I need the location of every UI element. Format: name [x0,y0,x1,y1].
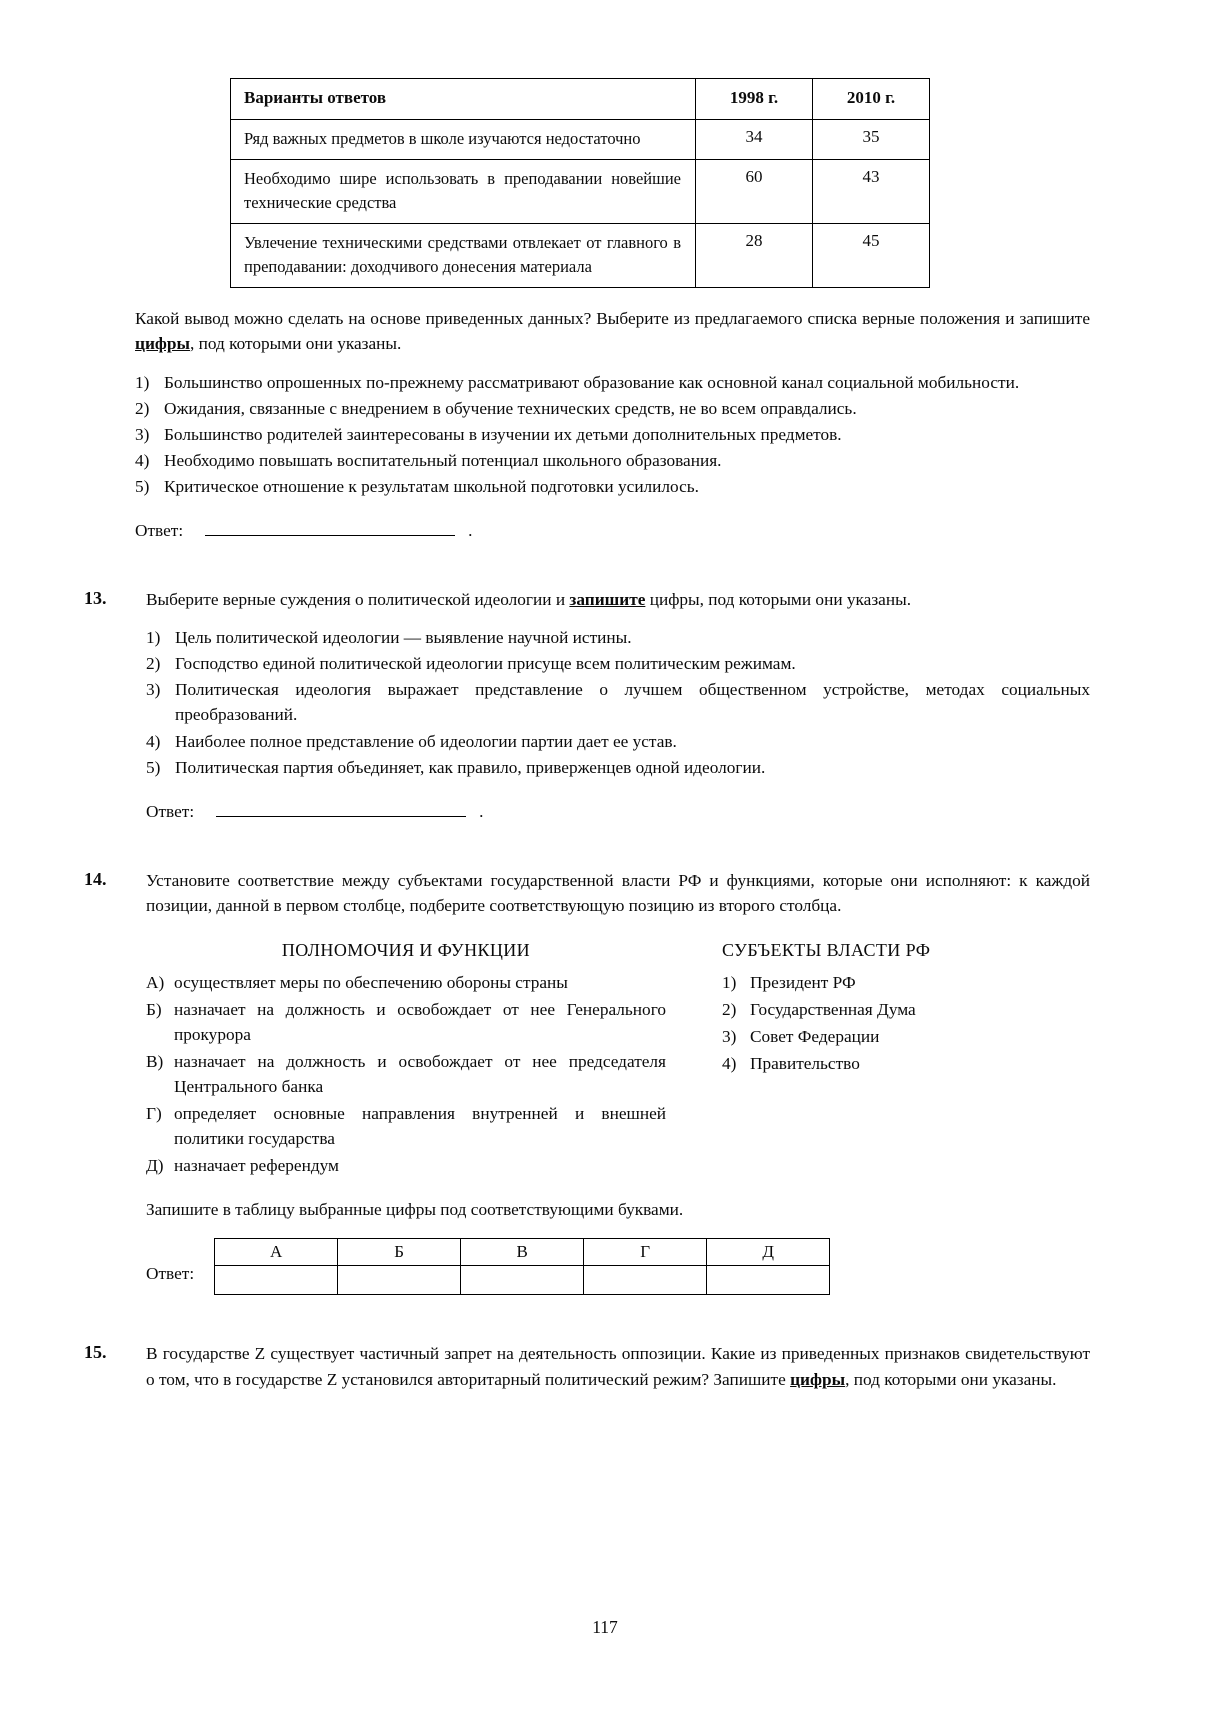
question-14-answer [146,1238,1090,1295]
match-text: определяет основные направления внутренней и внешней политики государства [174,1103,666,1148]
table-cell-1998: 60 [696,160,813,224]
q15-stem-emphasis: цифры [790,1369,846,1389]
q15-stem-part2: , под которыми они указаны. [845,1369,1057,1389]
match-text: назначает на должность и освобождает от нее председателя Центрального банка [174,1051,666,1096]
list-item [146,1050,666,1100]
list-item [146,755,1090,780]
table-cell-option: Ряд важных предметов в школе изучаются недостаточно [231,120,696,160]
list-item [135,396,1090,421]
list-item [135,474,1090,499]
option-text: Необходимо повышать воспитательный потенциал школьного образования. [164,450,722,470]
question-12-answer [135,521,1090,541]
q12-intro-emphasis: цифры [135,334,190,354]
question-13-answer [146,802,1090,822]
answer-input-line[interactable] [205,521,455,536]
list-item [146,971,666,996]
list-item [146,1102,666,1152]
q15-stem-part1: В государстве Z существует частичный запрет на деятельность оппозиции. Какие из приведенных признаков свидетельствуют о том, что в государстве Z установился авторитарный политический режим? Запишите [146,1344,1090,1389]
answer-grid-table[interactable] [214,1238,830,1295]
option-number: 2) [135,398,150,418]
list-item [722,1025,940,1050]
answer-label: Ответ: [135,521,184,540]
answer-label: Ответ: [146,801,195,821]
option-number: 1) [135,372,150,392]
q13-stem-emphasis: запишите [569,590,646,609]
match-text: Совет Федерации [750,1027,880,1047]
q13-stem-part1: Выберите верные суждения о политической идеологии и [146,590,570,609]
answer-grid-cell-d[interactable] [707,1266,830,1295]
option-text: Наиболее полное представление об идеологии партии дает ее устав. [175,731,677,751]
table-cell-2010: 35 [813,120,930,160]
answer-label: Ответ: [146,1263,195,1283]
list-item [146,729,1090,754]
table-row [231,160,930,224]
question-14-number: 14. [84,868,107,889]
match-key: Б) [146,1000,162,1020]
matching-right-column [722,940,940,1180]
question-13-number: 13. [84,588,107,608]
answer-grid-header-b: Б [338,1239,461,1266]
match-key: 4) [722,1053,737,1073]
question-14 [80,868,1090,1296]
page-number: 117 [592,1617,618,1637]
list-item [146,998,666,1048]
answer-grid-header-a: А [215,1239,338,1266]
match-key: 2) [722,1000,737,1020]
answer-grid-cell-b[interactable] [338,1266,461,1295]
list-item [146,651,1090,676]
q12-intro-part1: Какой вывод можно сделать на основе приведенных данных? Выберите из предлагаемого списка верные положения и запишите [135,309,1090,329]
match-key: В) [146,1051,164,1071]
match-key: 1) [722,973,737,993]
poll-results-table [230,78,930,288]
answer-grid-header-d: Д [707,1239,830,1266]
matching-columns [146,940,1090,1180]
list-item [722,1052,940,1077]
option-number: 2) [146,654,161,674]
match-text: Правительство [750,1053,860,1073]
table-cell-1998: 34 [696,120,813,160]
answer-grid-header-v: В [461,1239,584,1266]
option-text: Ожидания, связанные с внедрением в обучение технических средств, не во всем оправдались. [164,398,857,418]
answer-grid-header-g: Г [584,1239,707,1266]
match-text: назначает на должность и освобождает от нее Генерального прокурора [174,1000,666,1045]
list-item [146,625,1090,650]
table-header-row [231,79,930,120]
list-item [135,422,1090,447]
answer-period: . [468,521,473,540]
question-15-stem [146,1341,1090,1392]
option-text: Политическая партия объединяет, как правило, приверженцев одной идеологии. [175,757,766,777]
matching-right-heading: СУБЪЕКТЫ ВЛАСТИ РФ [722,940,931,961]
match-text: Государственная Дума [750,1000,916,1020]
table-row [231,120,930,160]
option-text: Цель политической идеологии — выявление научной истины. [175,628,632,648]
question-15-number: 15. [84,1342,107,1363]
match-text: назначает референдум [174,1155,339,1175]
answer-grid-input-row[interactable] [215,1266,830,1295]
table-cell-2010: 43 [813,160,930,224]
option-text: Большинство родителей заинтересованы в изучении их детьми дополнительных предметов. [164,424,842,444]
match-key: А) [146,973,165,993]
matching-left-column [146,940,666,1180]
option-number: 3) [135,424,150,444]
option-number: 4) [146,731,161,751]
option-number: 5) [146,757,161,777]
answer-grid-header-row [215,1239,830,1266]
list-item [135,370,1090,395]
answer-period: . [479,801,484,821]
option-number: 5) [135,476,150,496]
match-text: Президент РФ [750,973,856,993]
question-13 [80,587,1090,822]
question-13-stem [146,587,1090,612]
list-item [722,971,940,996]
table-header-1998: 1998 г. [696,79,813,120]
table-row [231,224,930,288]
match-key: Д) [146,1155,164,1175]
match-key: Г) [146,1103,162,1123]
question-14-note: Запишите в таблицу выбранные цифры под соответствующими буквами. [146,1200,684,1220]
q13-stem-part2: цифры, под которыми они указаны. [645,590,912,609]
question-12-intro [135,306,1090,357]
option-text: Критическое отношение к результатам школьной подготовки усилилось. [164,476,699,496]
q12-intro-part2: , под которыми они указаны. [189,334,402,354]
option-number: 1) [146,628,161,648]
answer-grid-cell-v[interactable] [461,1266,584,1295]
matching-left-heading: ПОЛНОМОЧИЯ И ФУНКЦИИ [281,940,531,961]
answer-grid-cell-g[interactable] [584,1266,707,1295]
list-item [146,677,1090,727]
question-14-stem: Установите соответствие между субъектами государственной власти РФ и функциями, которые они исполняют: к каждой позиции, данной в первом столбце, подберите соответствующую позицию из второго столбца. [146,870,1090,915]
table-header-2010: 2010 г. [813,79,930,120]
question-13-options [146,625,1090,779]
option-number: 3) [146,680,161,700]
table-cell-1998: 28 [696,224,813,288]
option-number: 4) [135,450,150,470]
table-cell-option: Увлечение техническими средствами отвлекает от главного в преподавании: доходчивого донесения материала [231,224,696,288]
option-text: Господство единой политической идеологии присуще всем политическим режимам. [175,654,796,674]
list-item [722,998,940,1023]
option-text: Большинство опрошенных по-прежнему рассматривают образование как основной канал социальной мобильности. [164,372,1020,392]
answer-grid-cell-a[interactable] [215,1266,338,1295]
table-header-options: Варианты ответов [231,79,696,120]
list-item [146,1154,666,1179]
answer-input-line[interactable] [216,802,466,817]
question-12-options [135,370,1090,499]
table-cell-option: Необходимо шире использовать в преподавании новейшие технические средства [231,160,696,224]
table-cell-2010: 45 [813,224,930,288]
match-key: 3) [722,1027,737,1047]
list-item [135,448,1090,473]
option-text: Политическая идеология выражает представление о лучшем общественном устройстве, методах социальных преобразований. [175,680,1090,725]
match-text: осуществляет меры по обеспечению обороны страны [174,973,568,993]
question-15 [80,1341,1090,1392]
